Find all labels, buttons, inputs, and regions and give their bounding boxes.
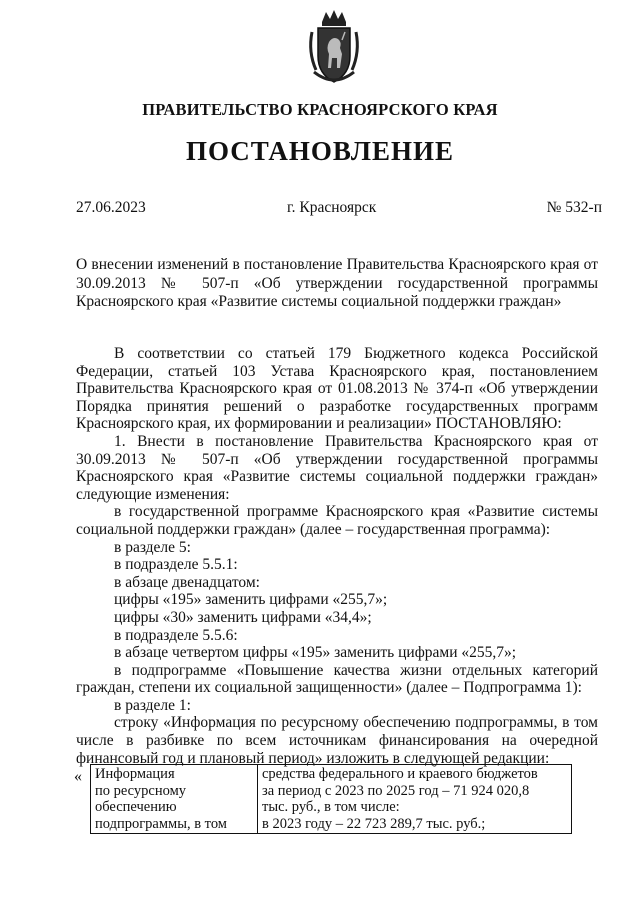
paragraph: в разделе 5:: [114, 538, 191, 556]
resource-table: [90, 764, 572, 834]
cell-line: подпрограммы, в том: [95, 815, 227, 832]
table-row: [91, 765, 572, 834]
document-body: [76, 345, 598, 767]
cell-line: в 2023 году – 22 723 289,7 тыс. руб.;: [262, 815, 486, 832]
table-cell-label: [91, 765, 258, 834]
cell-line: за период с 2023 по 2025 год – 71 924 020,8: [262, 782, 530, 799]
paragraph: в государственной программе Красноярского края «Развитие системы социальной поддержки граждан» (далее – государственная программа):: [76, 503, 598, 538]
cell-line: по ресурсному: [95, 782, 187, 799]
paragraph: цифры «195» заменить цифрами «255,7»;: [114, 591, 388, 609]
paragraph: в подпрограмме «Повышение качества жизни отдельных категорий граждан, степени их социальной защищенности» (далее – Подпрограмма 1):: [76, 661, 598, 697]
paragraph: В соответствии со статьей 179 Бюджетного кодекса Российской Федерации, статьей 103 Устава Красноярского края, постановлением Правительства Красноярского края от 01.08.2013 № 374-п «Об утверждении Порядка принятия решений о разработке государственных программ Красноярского края, их формировании и реализации» ПОСТАНОВЛЯЮ:: [76, 345, 598, 433]
document-date: 27.06.2023: [76, 199, 146, 216]
paragraph: в разделе 1:: [114, 696, 191, 714]
paragraph: в абзаце двенадцатом:: [114, 573, 260, 591]
cell-line: Информация: [95, 766, 175, 782]
document-subject: О внесении изменений в постановление Правительства Красноярского края от 30.09.2013 № 507-п «Об утверждении государственной программы Красноярского края «Развитие системы социальной поддержки граждан»: [76, 256, 598, 310]
paragraph: 1. Внести в постановление Правительства Красноярского края от 30.09.2013 № 507-п «Об утверждении государственной программы Красноярского края «Развитие системы социальной поддержки граждан» следующие изменения:: [76, 432, 598, 503]
paragraph: строку «Информация по ресурсному обеспечению подпрограммы, в том числе в разбивке по всем источникам финансирования на очередной финансовый год и плановый период» изложить в следующей редакции:: [76, 714, 598, 767]
government-name: ПРАВИТЕЛЬСТВО КРАСНОЯРСКОГО КРАЯ: [142, 100, 498, 119]
cell-line: средства федерального и краевого бюджетов: [262, 766, 538, 782]
cell-line: тыс. руб., в том числе:: [262, 799, 400, 815]
paragraph: в подразделе 5.5.1:: [114, 556, 238, 574]
document-city: г. Красноярск: [287, 199, 377, 216]
cell-line: обеспечению: [95, 799, 177, 815]
document-number: № 532-п: [546, 199, 602, 216]
open-quote-mark: «: [74, 768, 82, 785]
paragraph: в абзаце четвертом цифры «195» заменить цифрами «255,7»;: [114, 644, 517, 662]
document-type-title: ПОСТАНОВЛЕНИЕ: [185, 136, 455, 166]
paragraph: цифры «30» заменить цифрами «34,4»;: [114, 608, 372, 626]
paragraph: в подразделе 5.5.6:: [114, 626, 238, 644]
table-cell-value: [258, 765, 572, 834]
coat-of-arms-icon: [298, 8, 370, 90]
